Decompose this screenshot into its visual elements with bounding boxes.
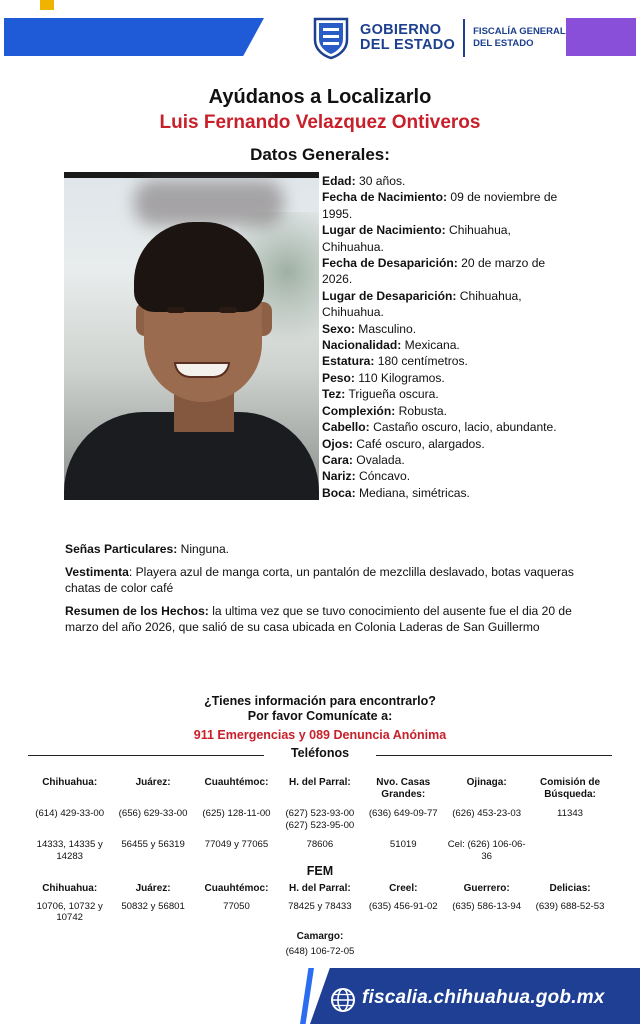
datos-value: Café oscuro, alargados. <box>352 436 485 451</box>
datos-item <box>322 436 572 452</box>
photo-eye-right <box>219 307 237 313</box>
datos-item <box>322 386 572 402</box>
datos-label: Complexión: <box>322 403 396 418</box>
datos-item <box>322 337 572 353</box>
datos-value: Masculino. <box>354 321 417 336</box>
datos-value: Castaño oscuro, lacio, abundante. <box>369 420 557 435</box>
gobierno-line2: DEL ESTADO <box>360 37 456 53</box>
table-cell: (636) 649-09-77 <box>368 808 438 819</box>
camargo-contact <box>0 929 640 959</box>
datos-value: Mediana, simétricas. <box>355 485 470 500</box>
datos-item <box>322 419 572 435</box>
poster-title: Ayúdanos a Localizarlo <box>208 86 432 108</box>
table-cell: Juárez: <box>135 883 171 894</box>
datos-value: 30 años. <box>355 174 406 188</box>
datos-item <box>322 468 572 484</box>
resumen-hechos <box>65 603 585 635</box>
footer-accent <box>300 968 314 1024</box>
fem-table <box>28 883 612 930</box>
government-logo <box>312 16 566 60</box>
table-cell: (625) 128-11-00 <box>202 808 271 819</box>
state-shield-icon <box>312 16 350 60</box>
datos-value: 20 de marzo de 2026. <box>322 256 546 287</box>
table-cell: Juárez: <box>135 777 171 788</box>
datos-value: 110 Kilogramos. <box>354 370 445 385</box>
table-cell: 14333, 14335 y 14283 <box>36 839 103 862</box>
datos-value: Cóncavo. <box>355 469 411 484</box>
fiscalia-line1: FISCALÍA GENERAL <box>473 26 566 37</box>
table-cell: (656) 629-33-00 <box>118 808 188 819</box>
table-cell: Cuauhtémoc: <box>204 777 269 788</box>
datos-value: 09 de noviembre de 1995. <box>322 190 558 221</box>
vestimenta-value: : Playera azul de manga corta, un pantalón de mezclilla deslavado, botas vaqueras chatas de color café <box>65 565 574 595</box>
emergency-numbers: 911 Emergencias y 089 Denuncia Anónima <box>193 728 447 742</box>
datos-label: Tez: <box>322 387 346 402</box>
fem-row <box>28 901 612 924</box>
divider-right <box>376 755 612 756</box>
fem-title: FEM <box>306 864 334 878</box>
table-cell: (639) 688-52-53 <box>535 900 605 912</box>
contact-prompt <box>0 694 640 724</box>
telefonos-row <box>28 808 612 831</box>
datos-label: Nariz: <box>322 469 356 484</box>
photo-smile <box>174 362 230 378</box>
table-cell: (614) 429-33-00 <box>35 808 105 819</box>
datos-label: Peso: <box>322 370 355 385</box>
table-cell: 11343 <box>557 808 584 819</box>
datos-value: Robusta. <box>395 403 448 418</box>
table-cell: 78425 y 78433 <box>288 900 352 912</box>
datos-item <box>322 173 572 189</box>
globe-icon <box>330 987 356 1013</box>
datos-item <box>322 255 572 288</box>
photo-top-edge <box>64 172 319 178</box>
table-cell: (627) 523-93-00 (627) 523-95-00 <box>285 808 355 831</box>
datos-item <box>322 353 572 369</box>
table-cell: (635) 456-91-02 <box>368 900 438 912</box>
gobierno-line1: GOBIERNO <box>360 22 442 38</box>
gobierno-text <box>360 23 455 53</box>
table-cell: H. del Parral: <box>289 777 351 788</box>
vestimenta-label: Vestimenta <box>65 565 129 579</box>
missing-person-name: Luis Fernando Velazquez Ontiveros <box>159 112 481 133</box>
table-cell: (626) 453-23-03 <box>452 808 522 819</box>
photo-eye-left <box>167 307 185 313</box>
senas-value: Ninguna. <box>177 542 230 556</box>
table-cell: Creel: <box>389 883 418 894</box>
datos-item <box>322 321 572 337</box>
table-cell: 51019 <box>389 839 417 850</box>
datos-label: Cabello: <box>322 420 370 435</box>
camargo-label: Camargo: <box>296 931 344 942</box>
header-divider <box>463 19 465 57</box>
table-cell: 50832 y 56801 <box>121 900 185 912</box>
datos-value: Ovalada. <box>352 452 405 467</box>
senas-label: Señas Particulares: <box>65 542 178 556</box>
table-cell: Comisión de Búsqueda: <box>540 777 601 800</box>
header-purple-band <box>566 18 636 56</box>
fiscalia-line2: DEL ESTADO <box>473 38 534 49</box>
datos-label: Fecha de Nacimiento: <box>322 190 448 205</box>
datos-item <box>322 222 572 255</box>
datos-label: Estatura: <box>322 354 375 369</box>
table-cell: Chihuahua: <box>42 883 98 894</box>
table-cell: Guerrero: <box>463 883 510 894</box>
datos-label: Lugar de Nacimiento: <box>322 223 446 238</box>
website-link[interactable]: fiscalia.chihuahua.gob.mx <box>362 987 605 1008</box>
table-cell: H. del Parral: <box>289 883 351 894</box>
datos-label: Fecha de Desaparición: <box>322 256 458 271</box>
datos-item <box>322 370 572 386</box>
table-cell: 56455 y 56319 <box>121 839 185 850</box>
datos-value: Trigueña oscura. <box>345 387 439 402</box>
datos-label: Ojos: <box>322 436 353 451</box>
datos-item <box>322 288 572 321</box>
datos-item <box>322 485 572 501</box>
datos-value: Chihuahua, Chihuahua. <box>322 288 522 320</box>
senas-particulares <box>65 541 585 557</box>
telefonos-title: Teléfonos <box>290 746 350 760</box>
table-cell: Ojinaga: <box>466 777 507 788</box>
table-cell: Cel: (626) 106-06-36 <box>447 839 526 862</box>
resumen-value: la ultima vez que se tuvo conocimiento del ausente fue el dia 20 de marzo del año 2026, que salió de su casa ubicada en Colonia Laderas de San Guillermo <box>65 604 572 634</box>
table-cell: Nvo. Casas Grandes: <box>376 777 431 800</box>
telefonos-header-row <box>28 777 612 800</box>
table-cell: Delicias: <box>549 883 591 894</box>
contact-instruction: Por favor Comunícate a: <box>247 709 393 723</box>
datos-item <box>322 452 572 468</box>
vestimenta <box>65 564 585 596</box>
fiscalia-text <box>473 26 566 50</box>
table-cell <box>528 839 611 862</box>
resumen-label: Resumen de los Hechos: <box>65 604 209 618</box>
telefonos-heading <box>28 746 612 764</box>
header-blue-band <box>4 18 264 56</box>
table-cell: (635) 586-13-94 <box>452 900 522 912</box>
table-cell: 77050 <box>223 900 250 912</box>
telefonos-table <box>28 777 612 870</box>
table-cell: 77049 y 77065 <box>204 839 269 850</box>
contact-question: ¿Tienes información para encontrarlo? <box>204 694 436 708</box>
datos-label: Lugar de Desaparición: <box>322 288 457 303</box>
datos-value: Chihuahua, Chihuahua. <box>322 223 511 254</box>
datos-label: Nacionalidad: <box>322 338 402 353</box>
telefonos-row <box>28 839 612 862</box>
datos-label: Sexo: <box>322 321 355 336</box>
datos-value: Mexicana. <box>401 338 460 353</box>
datos-item <box>322 189 572 222</box>
top-accent-bar <box>40 0 54 10</box>
missing-person-photo <box>64 172 319 500</box>
section-title: Datos Generales: <box>250 145 390 164</box>
table-cell: 10706, 10732 y 10742 <box>36 900 103 923</box>
datos-label: Edad: <box>322 174 356 188</box>
datos-label: Cara: <box>322 452 353 467</box>
table-cell: Chihuahua: <box>42 777 98 788</box>
table-cell: 78606 <box>306 839 334 850</box>
camargo-phone: (648) 106-72-05 <box>285 946 355 957</box>
datos-generales-list <box>322 173 572 501</box>
table-cell: Cuauhtémoc: <box>204 883 269 894</box>
fem-header-row <box>28 883 612 895</box>
datos-label: Boca: <box>322 485 356 500</box>
datos-item <box>322 403 572 419</box>
photo-blurred-area <box>134 180 284 226</box>
datos-value: 180 centímetros. <box>374 354 468 369</box>
